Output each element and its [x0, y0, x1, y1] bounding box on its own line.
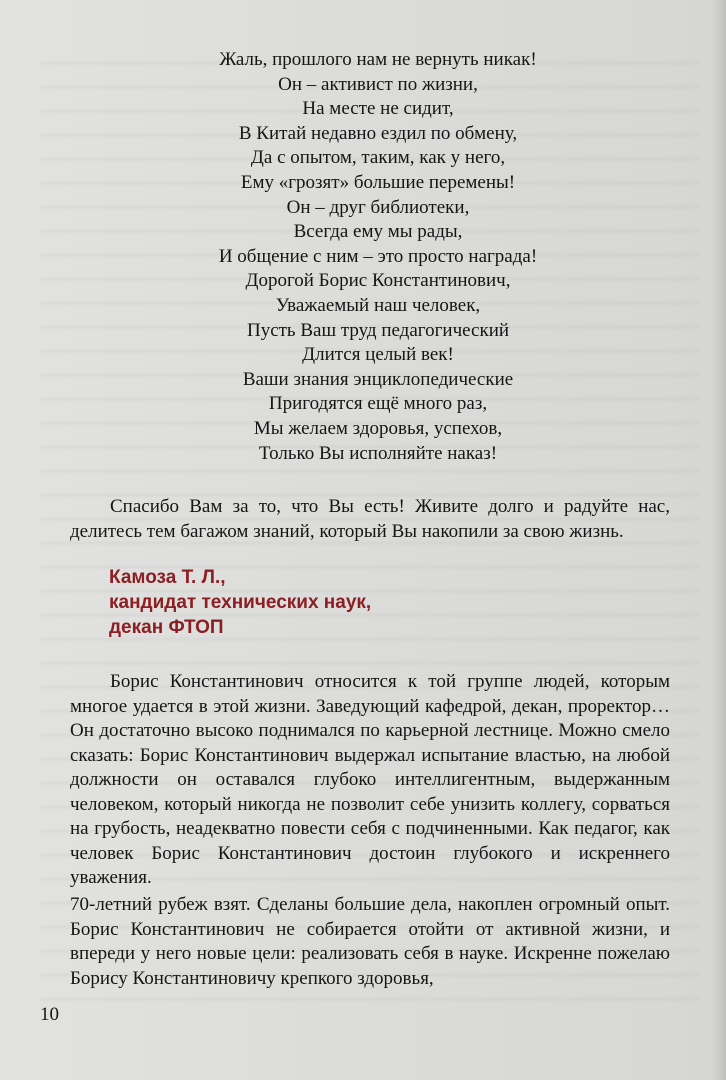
- poem-line: Он – активист по жизни,: [278, 73, 478, 95]
- tribute-text: Борис Константинович относится к той группе людей, которым многое удается в этой жизни. Заведующий кафедрой, декан, проректор… Он достаточно высоко поднимался по карьерной лестнице. Можно смело сказать: Борис Константинович выдержал испытание властью, на любой должности он оставался глубоко интеллигентным, выдержанным человеком, который никогда не позволит себе унизить коллегу, сорваться на грубость, неадекватно повести себя с подчиненными. Как педагог, как человек Борис Константинович достоин глубокого и искреннего уважения.: [70, 671, 670, 888]
- author-position: декан ФТОП: [109, 617, 224, 638]
- author-title: кандидат технических наук,: [109, 592, 372, 613]
- gratitude-text: Спасибо Вам за то, что Вы есть! Живите долго и радуйте нас, делитесь тем багажом знаний, который Вы накопили за свою жизнь.: [70, 496, 670, 542]
- poem: [168, 48, 588, 466]
- poem-line: В Китай недавно ездил по обмену,: [238, 122, 518, 144]
- author-name: Камоза Т. Л.,: [109, 567, 226, 588]
- poem-line: Ваши знания энциклопедические: [242, 368, 514, 390]
- poem-line: Жаль, прошлого нам не вернуть никак!: [219, 49, 537, 70]
- wishes-text: 70-летний рубеж взят. Сделаны большие дела, накоплен огромный опыт. Борис Константинович не собирается отойти от активной жизни, и впереди у него новые цели: реализовать себя в науке. Искренне пожелаю Борису Константиновичу крепкого здоровья,: [70, 894, 670, 989]
- poem-line: Ему «грозят» большие перемены!: [240, 171, 516, 193]
- poem-line: И общение с ним – это просто награда!: [218, 245, 538, 267]
- author-heading: [109, 565, 371, 640]
- poem-line: Длится целый век!: [302, 344, 454, 366]
- gratitude-paragraph: [70, 495, 670, 544]
- poem-line: Уважаемый наш человек,: [275, 294, 481, 316]
- page-number: 10: [40, 1004, 59, 1025]
- poem-line: Он – друг библиотеки,: [286, 196, 470, 218]
- poem-line: Пригодятся ещё много раз,: [268, 393, 488, 415]
- poem-line: Мы желаем здоровья, успехов,: [253, 417, 503, 439]
- page-edge-shadow: [712, 0, 726, 1080]
- poem-line: Дорогой Борис Константинович,: [245, 270, 511, 292]
- wishes-paragraph: [70, 893, 670, 991]
- poem-line: Да с опытом, таким, как у него,: [250, 147, 506, 169]
- poem-line: Пусть Ваш труд педагогический: [246, 319, 510, 341]
- poem-line: Только Вы исполняйте наказ!: [258, 442, 498, 464]
- poem-line: На месте не сидит,: [302, 98, 454, 120]
- poem-line: Всегда ему мы рады,: [293, 221, 463, 243]
- tribute-paragraph: [70, 670, 670, 891]
